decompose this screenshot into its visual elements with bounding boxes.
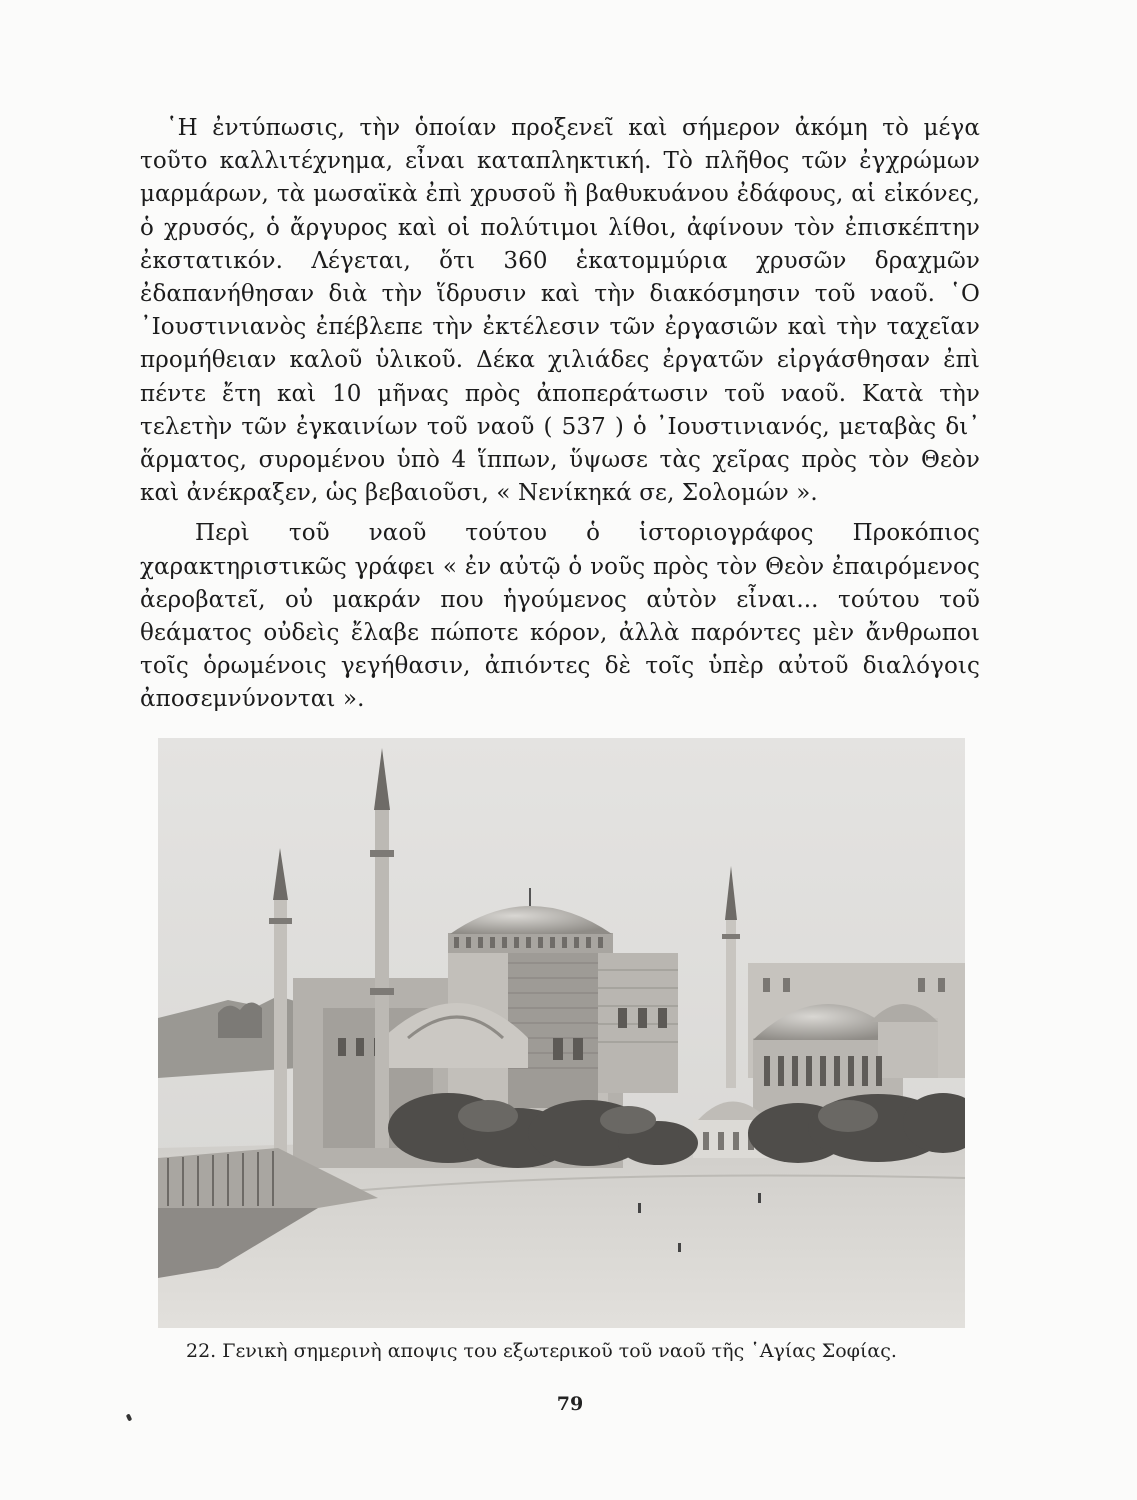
hagia-sophia-photograph — [158, 738, 965, 1328]
print-speck — [126, 1413, 133, 1421]
paragraph-procopius: Περὶ τοῦ ναοῦ τούτου ὁ ἱστοριογράφος Προκόπιος χαρακτηριστικῶς γράφει « ἐν αὐτῷ ὁ νοῦς πρὸς τὸν Θεὸν ἐπαιρόμενος ἀεροβατεῖ, οὐ μακράν που ἡγούμενος αὐτὸν εἶναι... τούτου τοῦ θεάματος οὐδεὶς ἔλαβε πώποτε κόρον, ἀλλὰ παρόντες μὲν ἄνθρωποι τοῖς ὁρωμένοις γεγήθασιν, ἀπιόντες δὲ τοῖς ὑπὲρ αὐτοῦ διαλόγοις ἀποσεμνύνονται ». — [140, 520, 980, 713]
paragraph-impression: ῾Η ἐντύπωσις, τὴν ὁποίαν προξενεῖ καὶ σήμερον ἀκόμη τὸ μέγα τοῦτο καλλιτέχνημα, εἶναι καταπληκτική. Τὸ πλῆθος τῶν ἐγχρώμων μαρμάρων, τὰ μωσαϊκὰ ἐπὶ χρυσοῦ ἢ βαθυκυάνου ἐδάφους, αἱ εἰκόνες, ὁ χρυσός, ὁ ἄργυρος καὶ οἱ πολύτιμοι λίθοι, ἀφίνουν τὸν ἐπισκέπτην ἐκστατικόν. Λέγεται, ὅτι 360 ἑκατομμύρια χρυσῶν δραχμῶν ἐδαπανήθησαν διὰ τὴν ἵδρυσιν καὶ τὴν διακόσμησιν τοῦ ναοῦ. ῾Ο ᾿Ιουστινιανὸς ἐπέβλεπε τὴν ἐκτέλεσιν τῶν ἐργασιῶν καὶ τὴν ταχεῖαν προμήθειαν καλοῦ ὑλικοῦ. Δέκα χιλιάδες ἐργατῶν εἰργάσθησαν ἐπὶ πέντε ἔτη καὶ 10 μῆνας πρὸς ἀποπεράτωσιν τοῦ ναοῦ. Κατὰ τὴν τελετὴν τῶν ἐγκαινίων τοῦ ναοῦ ( 537 ) ὁ ᾿Ιουστινιανός, μεταβὰς δι᾿ ἅρματος, συρομένου ὑπὸ 4 ἵππων, ὕψωσε τὰς χεῖρας πρὸς τὸν Θεὸν καὶ ἀνέκραξεν, ὡς βεβαιοῦσι, « Νενίκηκά σε, Σολομών ». — [140, 115, 980, 507]
page-number: 79 — [556, 1393, 584, 1415]
figure-caption: 22. Γενικὴ σημερινὴ αποψις του εξωτερικοῦ τοῦ ναοῦ τῆς ῾Αγίας Σοφίας. — [186, 1340, 897, 1362]
photo-illustration — [158, 738, 965, 1328]
body-text — [140, 112, 980, 717]
